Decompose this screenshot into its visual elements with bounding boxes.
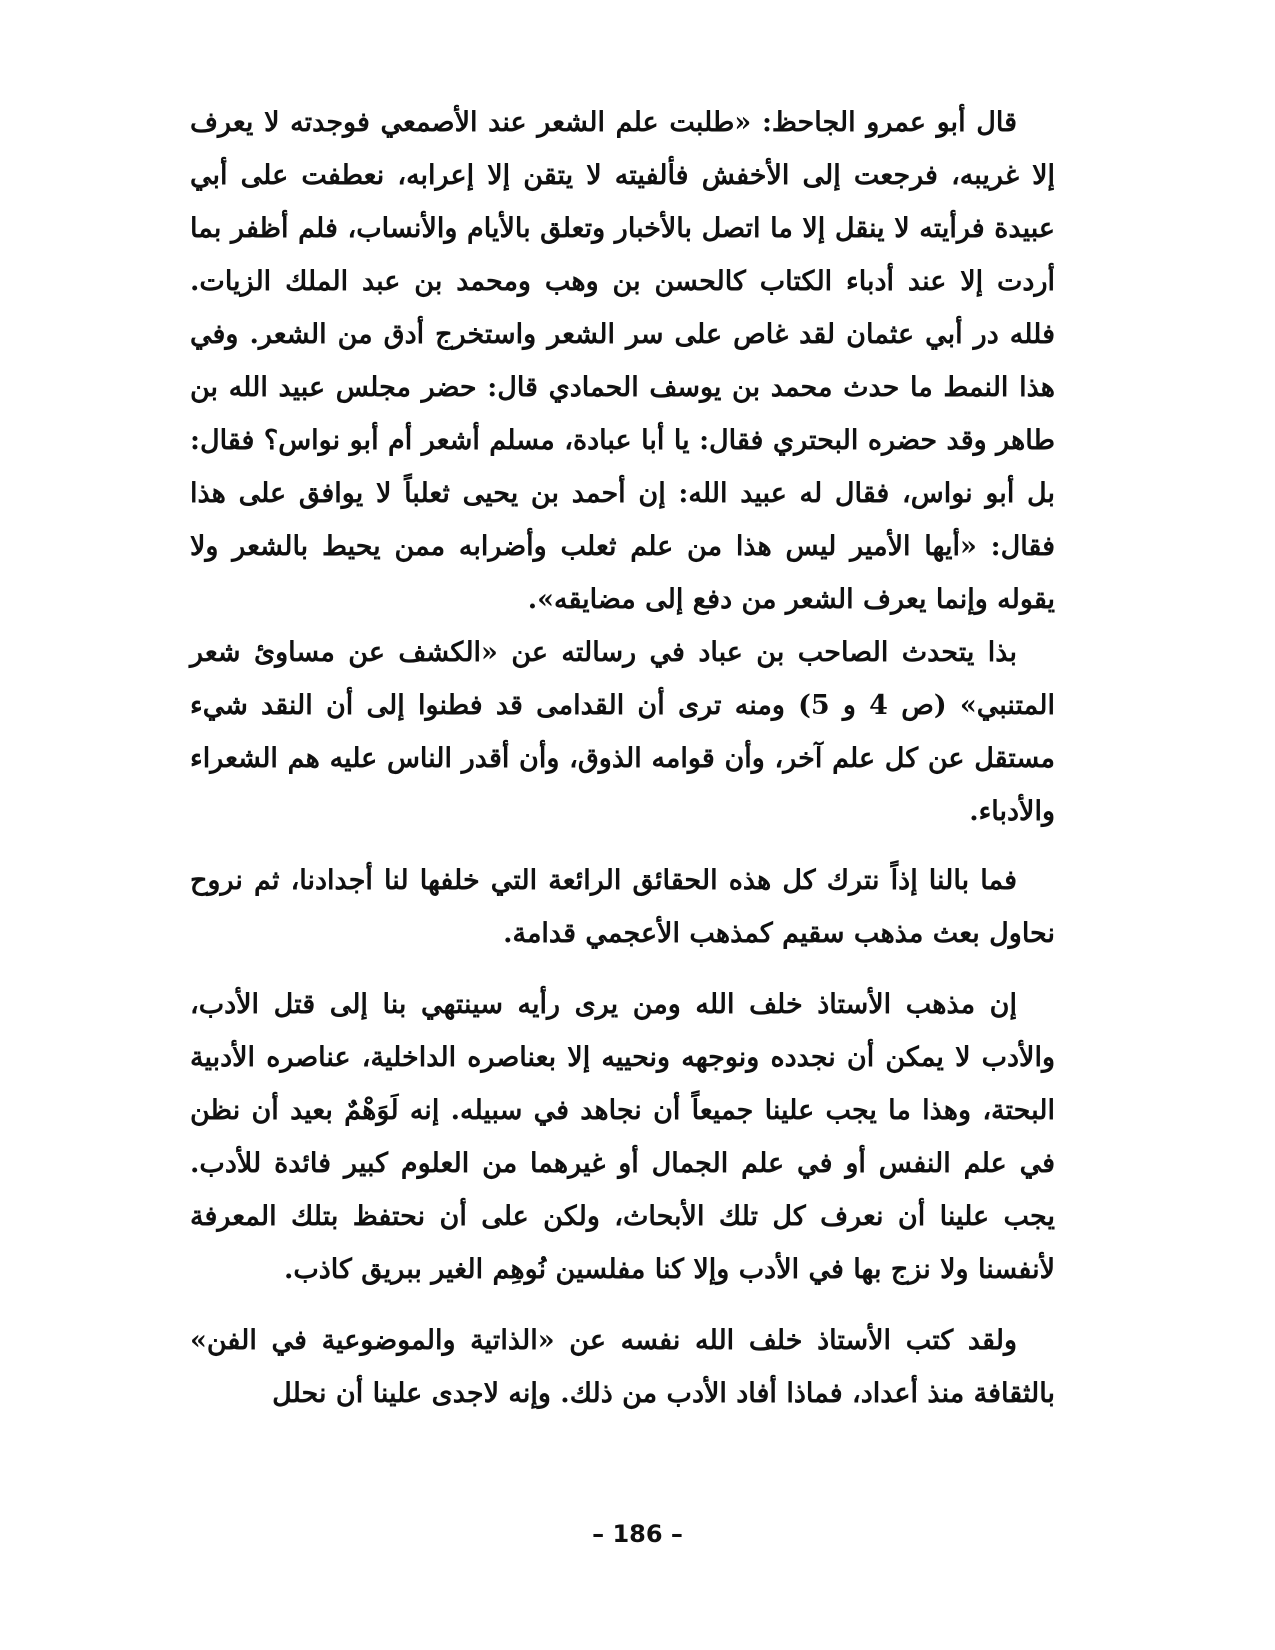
paragraph-khalafallah-doctrine: إن مذهب الأستاذ خلف الله ومن يرى رأيه سينتهي بنا إلى قتل الأدب، والأدب لا يمكن أن نجدده ونوجهه ونحييه إلا بعناصره الداخلية، عناصره الأدبية البحتة، وهذا ما يجب علينا جميعاً أن نجاهد في سبيله. إنه لَوَهْمٌ بعيد أن نظن في علم النفس أو في علم الجمال أو غيرهما من العلوم كبير فائدة للأدب. يجب علينا أن نعرف كل تلك الأبحاث، ولكن على أن نحتفظ بتلك المعرفة لأنفسنا ولا نزج بها في الأدب وإلا كنا مفلسين نُوهِم الغير ببريق كاذب. [190,989,1055,1285]
body-text [190,96,1055,1420]
page-number: – 186 – [592,1520,683,1548]
paragraph-subjectivity-article: ولقد كتب الأستاذ خلف الله نفسه عن «الذاتية والموضوعية في الفن» بالثقافة منذ أعداد، فماذا أفاد الأدب من ذلك. وإنه لاجدى علينا أن نحلل [190,1325,1055,1409]
paragraph-sahib-ibn-abbad: بذا يتحدث الصاحب بن عباد في رسالته عن «الكشف عن مساوئ شعر المتنبي» (ص 4 و 5) ومنه ترى أن القدامى قد فطنوا إلى أن النقد شيء مستقل عن كل علم آخر، وأن قوامه الذوق، وأن أقدر الناس عليه هم الشعراء والأدباء. [190,637,1055,827]
paragraph-ancestors-truths: فما بالنا إذاً نترك كل هذه الحقائق الرائعة التي خلفها لنا أجدادنا، ثم نروح نحاول بعث مذهب سقيم كمذهب الأعجمي قدامة. [190,865,1055,949]
paragraph-jahiz-quote: قال أبو عمرو الجاحظ: «طلبت علم الشعر عند الأصمعي فوجدته لا يعرف إلا غريبه، فرجعت إلى الأخفش فألفيته لا يتقن إلا إعرابه، نعطفت على أبي عبيدة فرأيته لا ينقل إلا ما اتصل بالأخبار وتعلق بالأيام والأنساب، فلم أظفر بما أردت إلا عند أدباء الكتاب كالحسن بن وهب ومحمد بن عبد الملك الزيات. فلله در أبي عثمان لقد غاص على سر الشعر واستخرج أدق من الشعر. وفي هذا النمط ما حدث محمد بن يوسف الحمادي قال: حضر مجلس عبيد الله بن طاهر وقد حضره البحتري فقال: يا أبا عبادة، مسلم أشعر أم أبو نواس؟ فقال: بل أبو نواس، فقال له عبيد الله: إن أحمد بن يحيى ثعلباً لا يوافق على هذا فقال: «أيها الأمير ليس هذا من علم ثعلب وأضرابه ممن يحيط بالشعر ولا يقوله وإنما يعرف الشعر من دفع إلى مضايقه». [190,107,1055,615]
